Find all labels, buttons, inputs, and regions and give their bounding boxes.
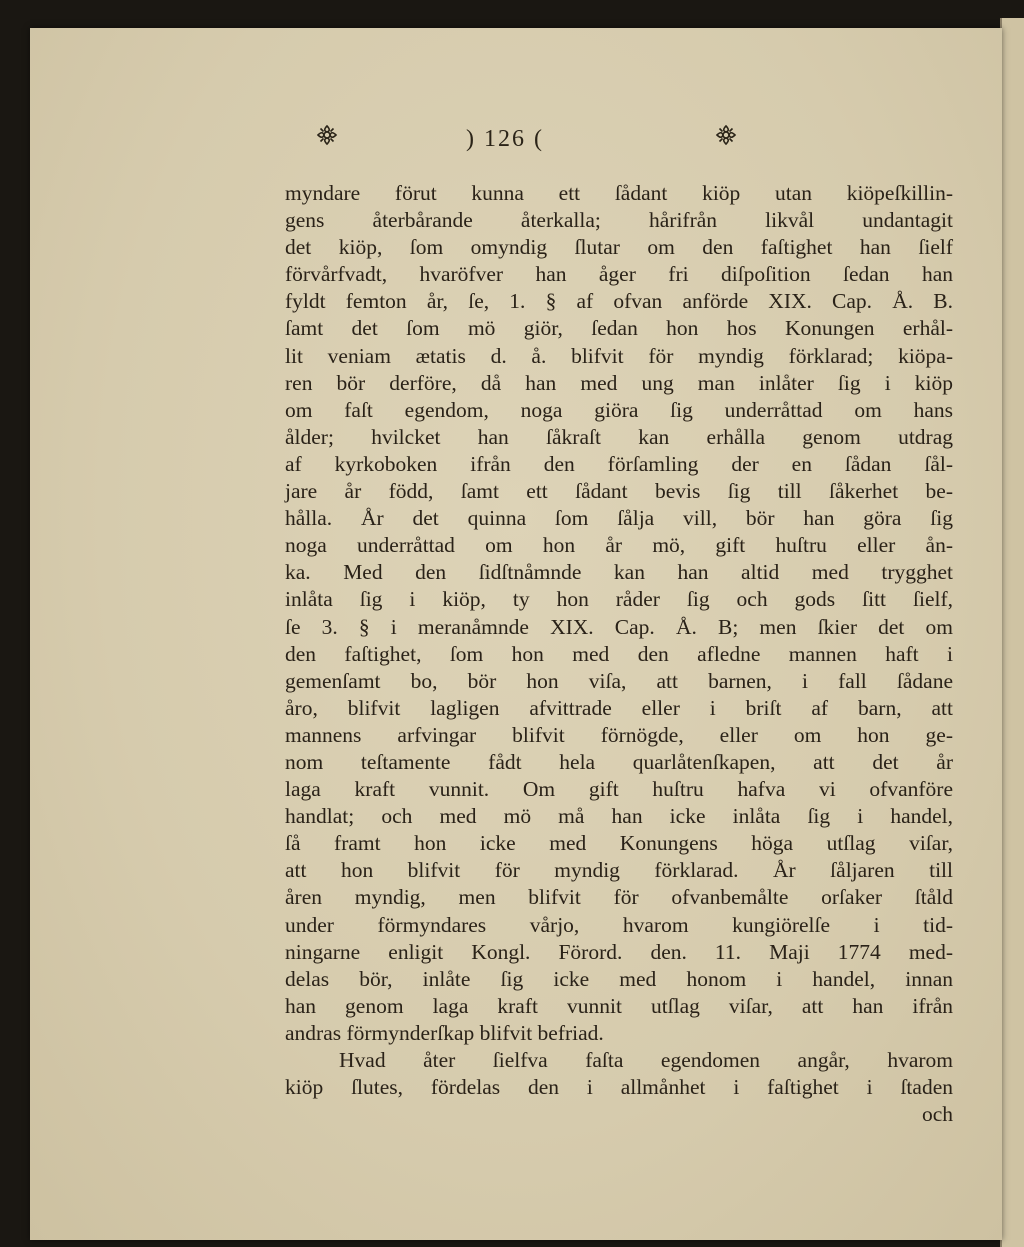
text-line: ningarne enligit Kongl. Förord. den. 11. Maji 1774 med- [285,939,953,964]
text-line: förvårfvadt, hvaröfver han åger fri diſpoſition ſedan han [285,262,953,287]
text-line: ren bör derföre, då han med ung man inlåter ſig i kiöp [285,370,953,395]
text-line: ſå framt hon icke med Konungens höga utſlag viſar, [285,831,953,856]
text-line: myndare förut kunna ett ſådant kiöp utan kiöpeſkillin- [285,181,953,205]
text-line: lit veniam ætatis d. å. blifvit för myndig förklarad; kiöpa- [285,343,953,368]
adjacent-page-edge [1000,18,1024,1247]
text-line: fyldt femton år, ſe, 1. § af ofvan anförde XIX. Cap. Å. B. [285,289,953,314]
book-page [30,28,1002,1240]
text-line: noga underråttad om hon år mö, gift huſtru eller ån- [285,533,953,558]
text-line: mannens arfvingar blifvit förnögde, eller om hon ge- [285,722,953,747]
text-line: om faſt egendom, noga giöra ſig underråttad om hans [285,397,953,422]
text-line: att hon blifvit för myndig förklarad. År ſåljaren till [285,858,953,883]
text-line: kiöp ſlutes, fördelas den i allmånhet i faſtighet i ſtaden [285,1075,953,1100]
catchword: och [921,1102,953,1127]
text-line: hålla. År det quinna ſom ſålja vill, bör han göra ſig [285,506,953,531]
text-line: den faſtighet, ſom hon med den afledne mannen haft i [285,641,953,666]
text-line: jare år född, ſamt ett ſådant bevis ſig till ſåkerhet be- [285,479,953,504]
text-line: det kiöp, ſom omyndig ſlutar om den faſtighet han ſielf [285,235,953,260]
page-number: ) 126 ( [466,126,544,152]
flower-ornament-icon [715,124,737,146]
text-line: ſe 3. § i meranåmnde XIX. Cap. Å. B; men ſkier det om [285,614,953,639]
text-line: gens återbårande återkalla; hårifrån likvål undantagit [285,208,953,233]
text-line: åro, blifvit lagligen afvittrade eller i briſt af barn, att [285,695,953,720]
text-line: ſamt det ſom mö giör, ſedan hon hos Konungen erhål- [285,316,953,341]
text-line: ålder; hvilcket han ſåkraſt kan erhålla genom utdrag [285,424,953,449]
flower-ornament-icon [316,124,338,146]
text-line: åren myndig, men blifvit för ofvanbemålte orſaker ſtåld [285,885,953,910]
text-line: af kyrkoboken ifrån den förſamling der en ſådan ſål- [285,451,953,476]
text-line: Hvad åter ſielfva faſta egendomen angår, hvarom [339,1048,953,1072]
text-line: delas bör, inlåte ſig icke med honom i handel, innan [285,966,953,991]
text-line: han genom laga kraft vunnit utſlag viſar, att han ifrån [285,993,953,1018]
text-line: inlåta ſig i kiöp, ty hon råder ſig och gods ſitt ſielf, [285,587,953,612]
text-line: ka. Med den ſidſtnåmnde kan han altid med trygghet [285,560,953,585]
text-line: gemenſamt bo, bör hon viſa, att barnen, i fall ſådane [285,668,953,693]
text-line: andras förmynderſkap blifvit befriad. [285,1020,604,1045]
body-text [285,180,953,1128]
text-line: handlat; och med mö må han icke inlåta ſig i handel, [285,804,953,829]
text-line: laga kraft vunnit. Om gift huſtru hafva vi ofvanföre [285,777,953,802]
text-line: nom teſtamente fådt hela quarlåtenſkapen, att det år [285,749,953,774]
text-line: under förmyndares vårjo, hvarom kungiörelſe i tid- [285,912,953,937]
